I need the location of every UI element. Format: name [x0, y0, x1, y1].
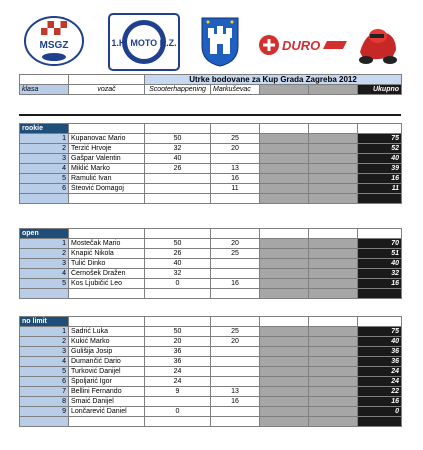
total-points-cell: 16: [358, 279, 402, 289]
table-row: [20, 279, 402, 289]
table-row: [20, 269, 402, 279]
rider-name-cell: Knapić Nikola: [69, 249, 145, 259]
total-points-cell: 16: [358, 397, 402, 407]
race-1-points-cell: 50: [145, 327, 211, 337]
race-1-points-cell: [145, 397, 211, 407]
race-2-points-cell: 25: [211, 249, 260, 259]
total-points-cell: 16: [358, 174, 402, 184]
rank-cell: 1: [20, 239, 69, 249]
total-points-cell: 40: [358, 154, 402, 164]
rider-name-cell: Černošek Dražen: [69, 269, 145, 279]
total-points-cell: 75: [358, 134, 402, 144]
total-points-cell: 24: [358, 367, 402, 377]
total-points-cell: 40: [358, 259, 402, 269]
table-row: [20, 239, 402, 249]
column-header-total: Ukupno: [358, 85, 402, 95]
section-table: [19, 316, 402, 427]
race-2-points-cell: [211, 269, 260, 279]
race-2-points-cell: [211, 154, 260, 164]
total-points-cell: 51: [358, 249, 402, 259]
table-row: [20, 154, 402, 164]
table-row: [20, 407, 402, 417]
race-1-points-cell: 26: [145, 249, 211, 259]
column-header-klasa: klasa: [20, 85, 69, 95]
section-header-row: [20, 229, 402, 239]
total-points-cell: 36: [358, 347, 402, 357]
results-header: [19, 74, 401, 95]
rider-name-cell: Sadrić Luka: [69, 327, 145, 337]
race-2-points-cell: [211, 259, 260, 269]
motorcycle-rider-image: [352, 22, 400, 66]
race-2-points-cell: 13: [211, 164, 260, 174]
race-2-points-cell: 20: [211, 337, 260, 347]
race-1-points-cell: 0: [145, 279, 211, 289]
rider-name-cell: Mostečak Mario: [69, 239, 145, 249]
table-row: [20, 357, 402, 367]
race-1-points-cell: 36: [145, 347, 211, 357]
duro-sport-logo: [257, 33, 352, 57]
zagreb-coat-of-arms: [200, 16, 240, 68]
table-row: [20, 164, 402, 174]
rank-cell: 2: [20, 144, 69, 154]
section-footer-row: [20, 417, 402, 427]
section-footer-row: [20, 289, 402, 299]
section-label: open: [20, 229, 69, 239]
race-1-points-cell: 32: [145, 269, 211, 279]
race-1-points-cell: 40: [145, 259, 211, 269]
table-row: [20, 377, 402, 387]
table-row: [20, 144, 402, 154]
table-row: [20, 337, 402, 347]
page-title: Utrke bodovane za Kup Grada Zagreba 2012: [145, 75, 402, 85]
race-2-points-cell: 25: [211, 134, 260, 144]
column-header-race-1: Scooterhappening: [145, 85, 211, 95]
race-1-points-cell: 26: [145, 164, 211, 174]
total-points-cell: 52: [358, 144, 402, 154]
rank-cell: 4: [20, 357, 69, 367]
race-2-points-cell: [211, 407, 260, 417]
table-row: [20, 327, 402, 337]
section-table: [19, 123, 402, 204]
logo-strip: [0, 0, 423, 74]
race-2-points-cell: 20: [211, 144, 260, 154]
rider-name-cell: Gašpar Valentin: [69, 154, 145, 164]
table-row: [20, 387, 402, 397]
msgz-logo: [23, 15, 85, 67]
total-points-cell: 32: [358, 269, 402, 279]
total-points-cell: 39: [358, 164, 402, 174]
race-1-points-cell: 24: [145, 377, 211, 387]
race-1-points-cell: 50: [145, 134, 211, 144]
rank-cell: 2: [20, 337, 69, 347]
table-row: [20, 249, 402, 259]
total-points-cell: 40: [358, 337, 402, 347]
rank-cell: 5: [20, 174, 69, 184]
rank-cell: 5: [20, 279, 69, 289]
race-1-points-cell: [145, 174, 211, 184]
table-row: [20, 174, 402, 184]
rider-name-cell: Turković Danijel: [69, 367, 145, 377]
rider-name-cell: Miklić Marko: [69, 164, 145, 174]
race-2-points-cell: 16: [211, 397, 260, 407]
rank-cell: 5: [20, 367, 69, 377]
race-2-points-cell: 13: [211, 387, 260, 397]
race-2-points-cell: 25: [211, 327, 260, 337]
rank-cell: 2: [20, 249, 69, 259]
race-1-points-cell: 9: [145, 387, 211, 397]
rider-name-cell: Ramulić Ivan: [69, 174, 145, 184]
total-points-cell: 24: [358, 377, 402, 387]
section-label: no limit: [20, 317, 69, 327]
duro-logo-text: DURO: [282, 38, 321, 53]
rank-cell: 1: [20, 327, 69, 337]
total-points-cell: 0: [358, 407, 402, 417]
race-2-points-cell: 20: [211, 239, 260, 249]
rider-name-cell: Smaić Danijel: [69, 397, 145, 407]
race-1-points-cell: 50: [145, 239, 211, 249]
race-1-points-cell: 20: [145, 337, 211, 347]
total-points-cell: 70: [358, 239, 402, 249]
rank-cell: 3: [20, 259, 69, 269]
race-1-points-cell: 32: [145, 144, 211, 154]
section-label: rookie: [20, 124, 69, 134]
msgz-logo-text: MSGZ: [39, 40, 69, 51]
race-1-points-cell: 24: [145, 367, 211, 377]
rider-name-cell: Dumančić Dario: [69, 357, 145, 367]
total-points-cell: 36: [358, 357, 402, 367]
race-2-points-cell: [211, 347, 260, 357]
rank-cell: 1: [20, 134, 69, 144]
table-row: [20, 134, 402, 144]
race-2-points-cell: [211, 377, 260, 387]
rank-cell: 7: [20, 387, 69, 397]
table-row: [20, 259, 402, 269]
total-points-cell: 22: [358, 387, 402, 397]
rider-name-cell: Špoljarić Igor: [69, 377, 145, 387]
rider-name-cell: Bellini Fernando: [69, 387, 145, 397]
rank-cell: 3: [20, 154, 69, 164]
moto-club-logo: [108, 13, 180, 71]
rank-cell: 4: [20, 269, 69, 279]
rider-name-cell: Lončarević Daniel: [69, 407, 145, 417]
rider-name-cell: Šteović Domagoj: [69, 184, 145, 194]
table-row: [20, 184, 402, 194]
race-2-points-cell: 16: [211, 279, 260, 289]
rider-name-cell: Tulić Dinko: [69, 259, 145, 269]
total-points-cell: 11: [358, 184, 402, 194]
rank-cell: 9: [20, 407, 69, 417]
section-header-row: [20, 317, 402, 327]
rank-cell: 6: [20, 184, 69, 194]
rider-name-cell: Kos Ljubičić Leo: [69, 279, 145, 289]
column-header-vozac: vozač: [69, 85, 145, 95]
rider-name-cell: Gulišija Josip: [69, 347, 145, 357]
rider-name-cell: Kupanovac Mario: [69, 134, 145, 144]
table-row: [20, 397, 402, 407]
race-2-points-cell: 16: [211, 174, 260, 184]
rank-cell: 3: [20, 347, 69, 357]
race-1-points-cell: [145, 184, 211, 194]
race-2-points-cell: 11: [211, 184, 260, 194]
column-header-race-2: Markuševac: [211, 85, 260, 95]
section-header-row: [20, 124, 402, 134]
race-1-points-cell: 36: [145, 357, 211, 367]
total-points-cell: 75: [358, 327, 402, 337]
section-footer-row: [20, 194, 402, 204]
divider: [19, 114, 401, 116]
rider-name-cell: Kukić Marko: [69, 337, 145, 347]
race-2-points-cell: [211, 357, 260, 367]
table-row: [20, 367, 402, 377]
rank-cell: 6: [20, 377, 69, 387]
race-1-points-cell: 0: [145, 407, 211, 417]
rank-cell: 8: [20, 397, 69, 407]
rank-cell: 4: [20, 164, 69, 174]
race-1-points-cell: 40: [145, 154, 211, 164]
rider-name-cell: Terzić Hrvoje: [69, 144, 145, 154]
table-row: [20, 347, 402, 357]
section-table: [19, 228, 402, 299]
race-2-points-cell: [211, 367, 260, 377]
moto-logo-text: 1.H. MOTO K.Z.: [111, 38, 177, 48]
